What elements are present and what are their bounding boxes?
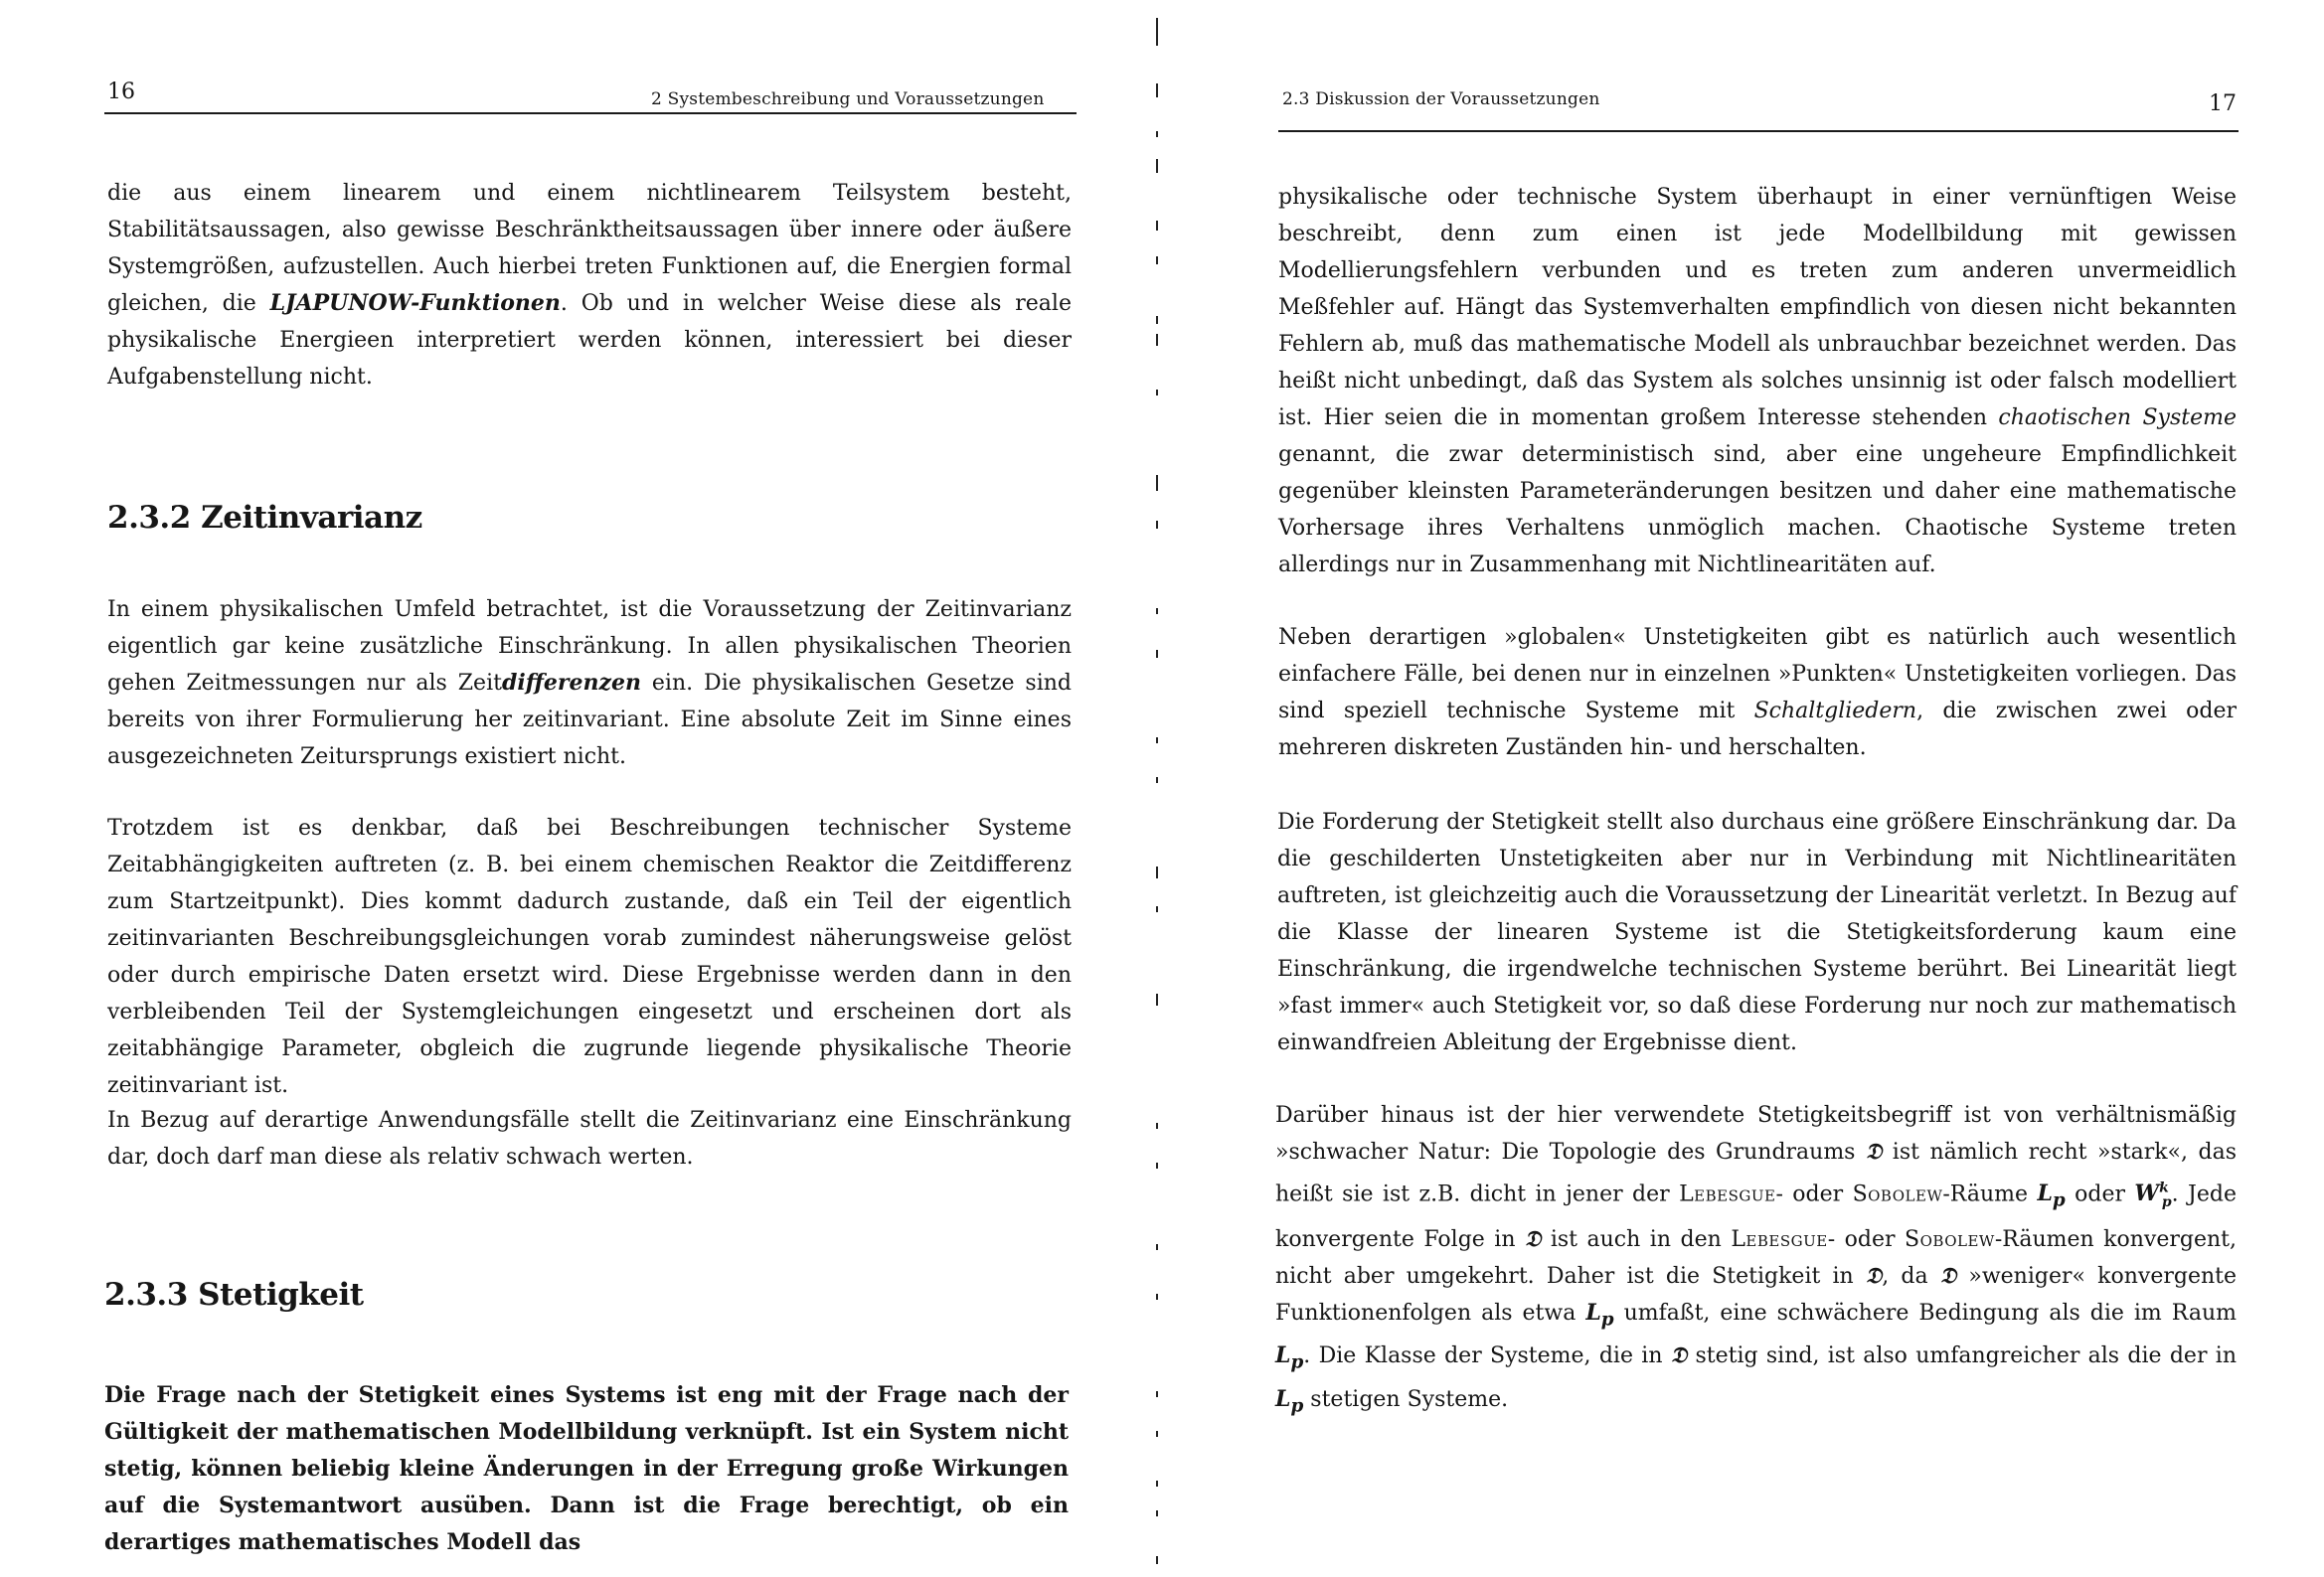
right-page <box>1158 0 2324 1577</box>
section-heading-zeitinvarianz: 2.3.2 Zeitinvarianz <box>107 500 422 536</box>
right-paragraph-3: Die Forderung der Stetigkeit stellt also durchaus eine größere Einschränkung dar. Da die geschilderten Unstetigkeiten aber nur in Verbindung mit Nichtlinearitäten auftreten, ist gleichzeitig auch die Voraussetzung der Linearität verletzt. In Bezug auf die Klasse der linearen Systeme ist die Stetigkeitsforderung kaum eine Einschränkung, die irgendwelche technischen Systeme berührt. Bei Linearität liegt »fast immer« auch Stetigkeit vor, so daß diese Forderung nur noch zur mathematisch einwandfreien Ableitung der Ergebnisse dient. <box>1277 810 2237 1055</box>
right-paragraph-1: physikalische oder technische System überhaupt in einer vernünftigen Weise beschreibt, denn zum einen ist jede Modellbildung mit gewissen Modellierungsfehlern verbunden und es treten zum anderen unvermeidlich Meßfehler auf. Hängt das Systemverhalten empfindlich von diesen nicht bekannten Fehlern ab, muß das mathematische Modell als unbrauchbar bezeichnet werden. Das heißt nicht unbedingt, daß das System als solches unsinnig ist oder falsch modelliert ist. Hier seien die in momentan großem Interesse stehenden chaotischen Systeme genannt, die zwar deterministisch sind, aber eine ungeheure Empfindlichkeit gegenüber kleinsten Parameteränderungen besitzen und daher eine mathematische Vorhersage ihres Verhaltens unmöglich machen. Chaotische Systeme treten allerdings nur in Zusammenhang mit Nichtlinearitäten auf. <box>1278 185 2237 577</box>
left-paragraph-2: In einem physikalischen Umfeld betrachtet, ist die Voraussetzung der Zeitinvarianz eigentlich gar keine zusätzliche Einschränkung. In allen physikalischen Theorien gehen Zeitmessungen nur als Zeitdifferenzen ein. Die physikalischen Gesetze sind bereits von ihrer Formulierung her zeitinvariant. Eine absolute Zeit im Sinne eines ausgezeichneten Zeitursprungs existiert nicht. <box>107 597 1072 769</box>
left-running-head: 2 Systembeschreibung und Voraussetzungen <box>651 89 1045 109</box>
differenzen-emphasis: differenzen <box>501 670 641 696</box>
right-page-number: 17 <box>2209 91 2237 116</box>
lp-symbol: $L_p$ <box>2037 1181 2066 1211</box>
right-header-rule <box>1278 130 2239 132</box>
left-paragraph-3: Trotzdem ist es denkbar, daß bei Beschreibungen technischer Systeme Zeitabhängigkeiten auftreten (z. B. bei einem chemischen Reaktor die Zeitdifferenz zum Startzeitpunkt). Dies kommt dadurch zustande, daß ein Teil der eigentlich zeitinvarianten Beschreibungsgleichungen vorab zumindest näherungsweise gelöst oder durch empirische Daten ersetzt wird. Diese Ergebnisse werden dann in den verbleibenden Teil der Systemgleichungen eingesetzt und erscheinen dort als zeitabhängige Parameter, obgleich die zugrunde liegende physikalische Theorie zeitinvariant ist. <box>107 816 1072 1098</box>
left-paragraph-1: die aus einem linearem und einem nichtlinearem Teilsystem besteht, Stabilitätsaussagen, also gewisse Beschränktheitsaussagen über innere oder äußere Systemgrößen, aufzustellen. Auch hierbei treten Funktionen auf, die Energien formal gleichen, die LJAPUNOW-Funktionen. Ob und in welcher Weise diese als reale physikalische Energieen interpretiert werden können, interessiert bei dieser Aufgabenstellung nicht. <box>107 181 1072 390</box>
section-heading-stetigkeit: 2.3.3 Stetigkeit <box>104 1277 364 1313</box>
chaotische-systeme-emphasis: chaotischen Systeme <box>1998 405 2237 430</box>
ljapunow-emphasis: LJAPUNOW-Funktionen <box>269 290 561 316</box>
left-page <box>0 0 1158 1577</box>
wkp-symbol: $W^k_p$ <box>2134 1181 2172 1210</box>
right-paragraph-2: Neben derartigen »globalen« Unstetigkeiten gibt es natürlich auch wesentlich einfachere Fälle, bei denen nur in einzelnen »Punkten« Unstetigkeiten vorliegen. Das sind speziell technische Systeme mit Schaltgliedern, die zwischen zwei oder mehreren diskreten Zuständen hin- und herschalten. <box>1278 625 2238 760</box>
left-header-rule <box>104 112 1077 114</box>
left-paragraph-5: Die Frage nach der Stetigkeit eines Systems ist eng mit der Frage nach der Gültigkeit der mathematischen Modellbildung verknüpft. Ist ein System nicht stetig, können beliebig kleine Änderungen in der Erregung große Wirkungen auf die Systemantwort ausüben. Dann ist die Frage berechtigt, ob ein derartiges mathematisches Modell das <box>104 1382 1069 1555</box>
left-paragraph-4: In Bezug auf derartige Anwendungsfälle stellt die Zeitinvarianz eine Einschränkung dar, doch darf man diese als relativ schwach werten. <box>107 1108 1072 1170</box>
schaltgliedern-emphasis: Schaltgliedern <box>1753 699 1917 723</box>
left-page-number: 16 <box>107 79 135 104</box>
right-paragraph-4: Darüber hinaus ist der hier verwendete Stetigkeitsbegriff ist von verhältnismäßig »schwacher Natur: Die Topologie des Grundraums 𝔇 ist nämlich recht »stark«, das heißt sie ist z.B. dicht in jener der Lebesgue- oder Sobolew-Räume $L_p$ oder $W^k_p$. Jede konvergente Folge in 𝔇 ist auch in den Lebesgue- oder Sobolew-Räumen konvergent, nicht aber umgekehrt. Daher ist die Stetigkeit in 𝔇, da 𝔇 »weniger« konvergente Funktionenfolgen als etwa $L_p$ umfaßt, eine schwächere Bedingung als die im Raum $L_p$. Die Klasse der Systeme, die in 𝔇 stetig sind, ist also umfangreicher als die der in $L_p$ stetigen Systeme. <box>1275 1103 2237 1416</box>
right-running-head: 2.3 Diskussion der Voraussetzungen <box>1282 89 1600 109</box>
